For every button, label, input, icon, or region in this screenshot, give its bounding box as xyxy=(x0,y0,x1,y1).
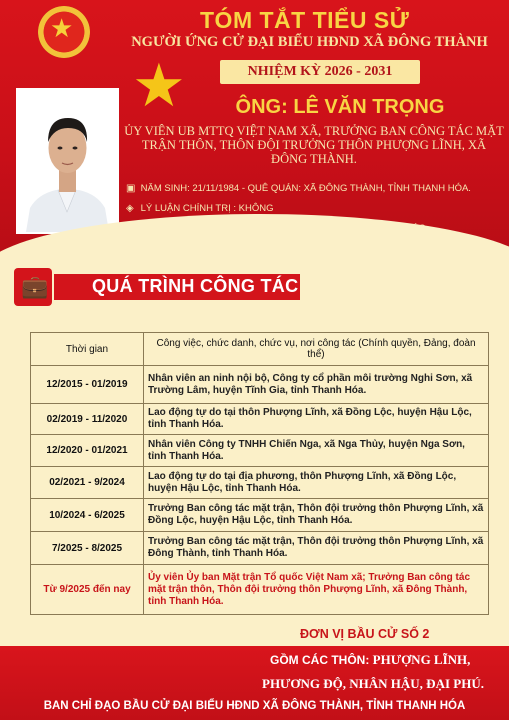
row-job: Ủy viên Ủy ban Mặt trận Tổ quốc Việt Nam xã; Trưởng Ban công tác mặt trận thôn, Thôn đội trưởng thôn Phượng Lĩnh, xã Đông Thành, tỉnh Thanh Hóa. xyxy=(144,565,489,615)
shield-icon: ◈ xyxy=(126,203,134,214)
header-time: Thời gian xyxy=(31,333,144,366)
row-job: Lao động tự do tại thôn Phượng Lĩnh, xã Đồng Lộc, huyện Hậu Lộc, tỉnh Thanh Hóa. xyxy=(144,404,489,435)
row-time: 12/2015 - 01/2019 xyxy=(31,366,144,404)
table-row xyxy=(31,532,489,565)
header-job: Công việc, chức danh, chức vụ, nơi công tác (Chính quyền, Đảng, đoàn thể) xyxy=(144,333,489,366)
row-job: Nhân viên Công ty TNHH Chiến Nga, xã Nga Thủy, huyện Nga Sơn, tỉnh Thanh Hóa. xyxy=(144,435,489,467)
portrait-image xyxy=(18,90,117,232)
info-birth xyxy=(126,183,471,194)
footer-band xyxy=(0,646,509,720)
row-job: Lao động tự do tại địa phương, thôn Phượng Lĩnh, xã Đồng Lộc, huyện Hậu Lộc, tỉnh Thanh Hóa. xyxy=(144,467,489,499)
header-banner xyxy=(0,0,509,252)
national-emblem-icon: ★ xyxy=(38,6,90,58)
section-title: QUÁ TRÌNH CÔNG TÁC xyxy=(92,276,299,296)
row-time: Từ 9/2025 đến nay xyxy=(31,565,144,615)
section-title-bar xyxy=(54,274,300,300)
row-job: Trưởng Ban công tác mặt trận, Thôn đội trưởng thôn Phượng Lĩnh, xã Đồng Lộc, huyện Hậu Lộc, tỉnh Thanh Hóa. xyxy=(144,499,489,532)
table-row xyxy=(31,435,489,467)
footer-committee: BAN CHỈ ĐẠO BẦU CỬ ĐẠI BIỂU HĐND XÃ ĐÔNG THÀNH, TỈNH THANH HÓA xyxy=(43,700,466,712)
footer-villages-line1 xyxy=(270,652,470,668)
briefcase-icon: 💼 xyxy=(14,268,52,306)
row-time: 02/2019 - 11/2020 xyxy=(31,404,144,435)
footer-villages-line2: PHƯƠNG ĐỘ, NHÂN HẬU, ĐẠI PHÚ. xyxy=(262,676,484,691)
row-time: 10/2024 - 6/2025 xyxy=(31,499,144,532)
table-row xyxy=(31,366,489,404)
info-birth-text: NĂM SINH: 21/11/1984 - QUÊ QUÁN: XÃ ĐÔNG THÀNH, TỈNH THANH HÓA. xyxy=(140,183,471,194)
gold-star-icon: ★ xyxy=(132,52,186,119)
term-badge: NHIỆM KỲ 2026 - 2031 xyxy=(220,60,420,84)
candidate-name: ÔNG: LÊ VĂN TRỌNG xyxy=(235,96,445,118)
candidate-photo xyxy=(16,88,119,234)
page-title: TÓM TẮT TIỂU SỬ xyxy=(200,7,410,33)
table-header-row xyxy=(31,333,489,366)
row-time: 7/2025 - 8/2025 xyxy=(31,532,144,565)
table-row-current xyxy=(31,565,489,615)
candidate-role: ỦY VIÊN UB MTTQ VIỆT NAM XÃ, TRƯỞNG BAN CÔNG TÁC MẶT TRẬN THÔN, THÔN ĐỘI TRƯỞNG THÔN PHƯỢNG LĨNH, XÃ ĐÔNG THÀNH. xyxy=(124,124,504,166)
section-header xyxy=(14,268,314,306)
table-row xyxy=(31,404,489,435)
villages-names: PHƯỢNG LĨNH, xyxy=(372,652,471,667)
row-job: Nhân viên an ninh nội bộ, Công ty cổ phần môi trường Nghi Sơn, xã Trường Lâm, huyện Tĩnh Gia, tỉnh Thanh Hóa. xyxy=(144,366,489,404)
page-subtitle: NGƯỜI ỨNG CỬ ĐẠI BIỂU HĐND XÃ ĐÔNG THÀNH xyxy=(131,34,488,50)
row-time: 12/2020 - 01/2021 xyxy=(31,435,144,467)
id-card-icon: ▣ xyxy=(126,183,136,194)
row-job: Trưởng Ban công tác mặt trận, Thôn đội trưởng thôn Phượng Lĩnh, xã Đông Thành, tỉnh Thanh Hóa. xyxy=(144,532,489,565)
electoral-unit: ĐƠN VỊ BẦU CỬ SỐ 2 xyxy=(300,627,430,641)
info-politics-text: LÝ LUẬN CHÍNH TRỊ : KHÔNG xyxy=(140,203,274,214)
table-row xyxy=(31,499,489,532)
info-politics xyxy=(126,203,274,214)
work-history-table xyxy=(30,332,489,615)
villages-prefix: GỒM CÁC THÔN: xyxy=(270,653,370,667)
row-time: 02/2021 - 9/2024 xyxy=(31,467,144,499)
table-row xyxy=(31,467,489,499)
